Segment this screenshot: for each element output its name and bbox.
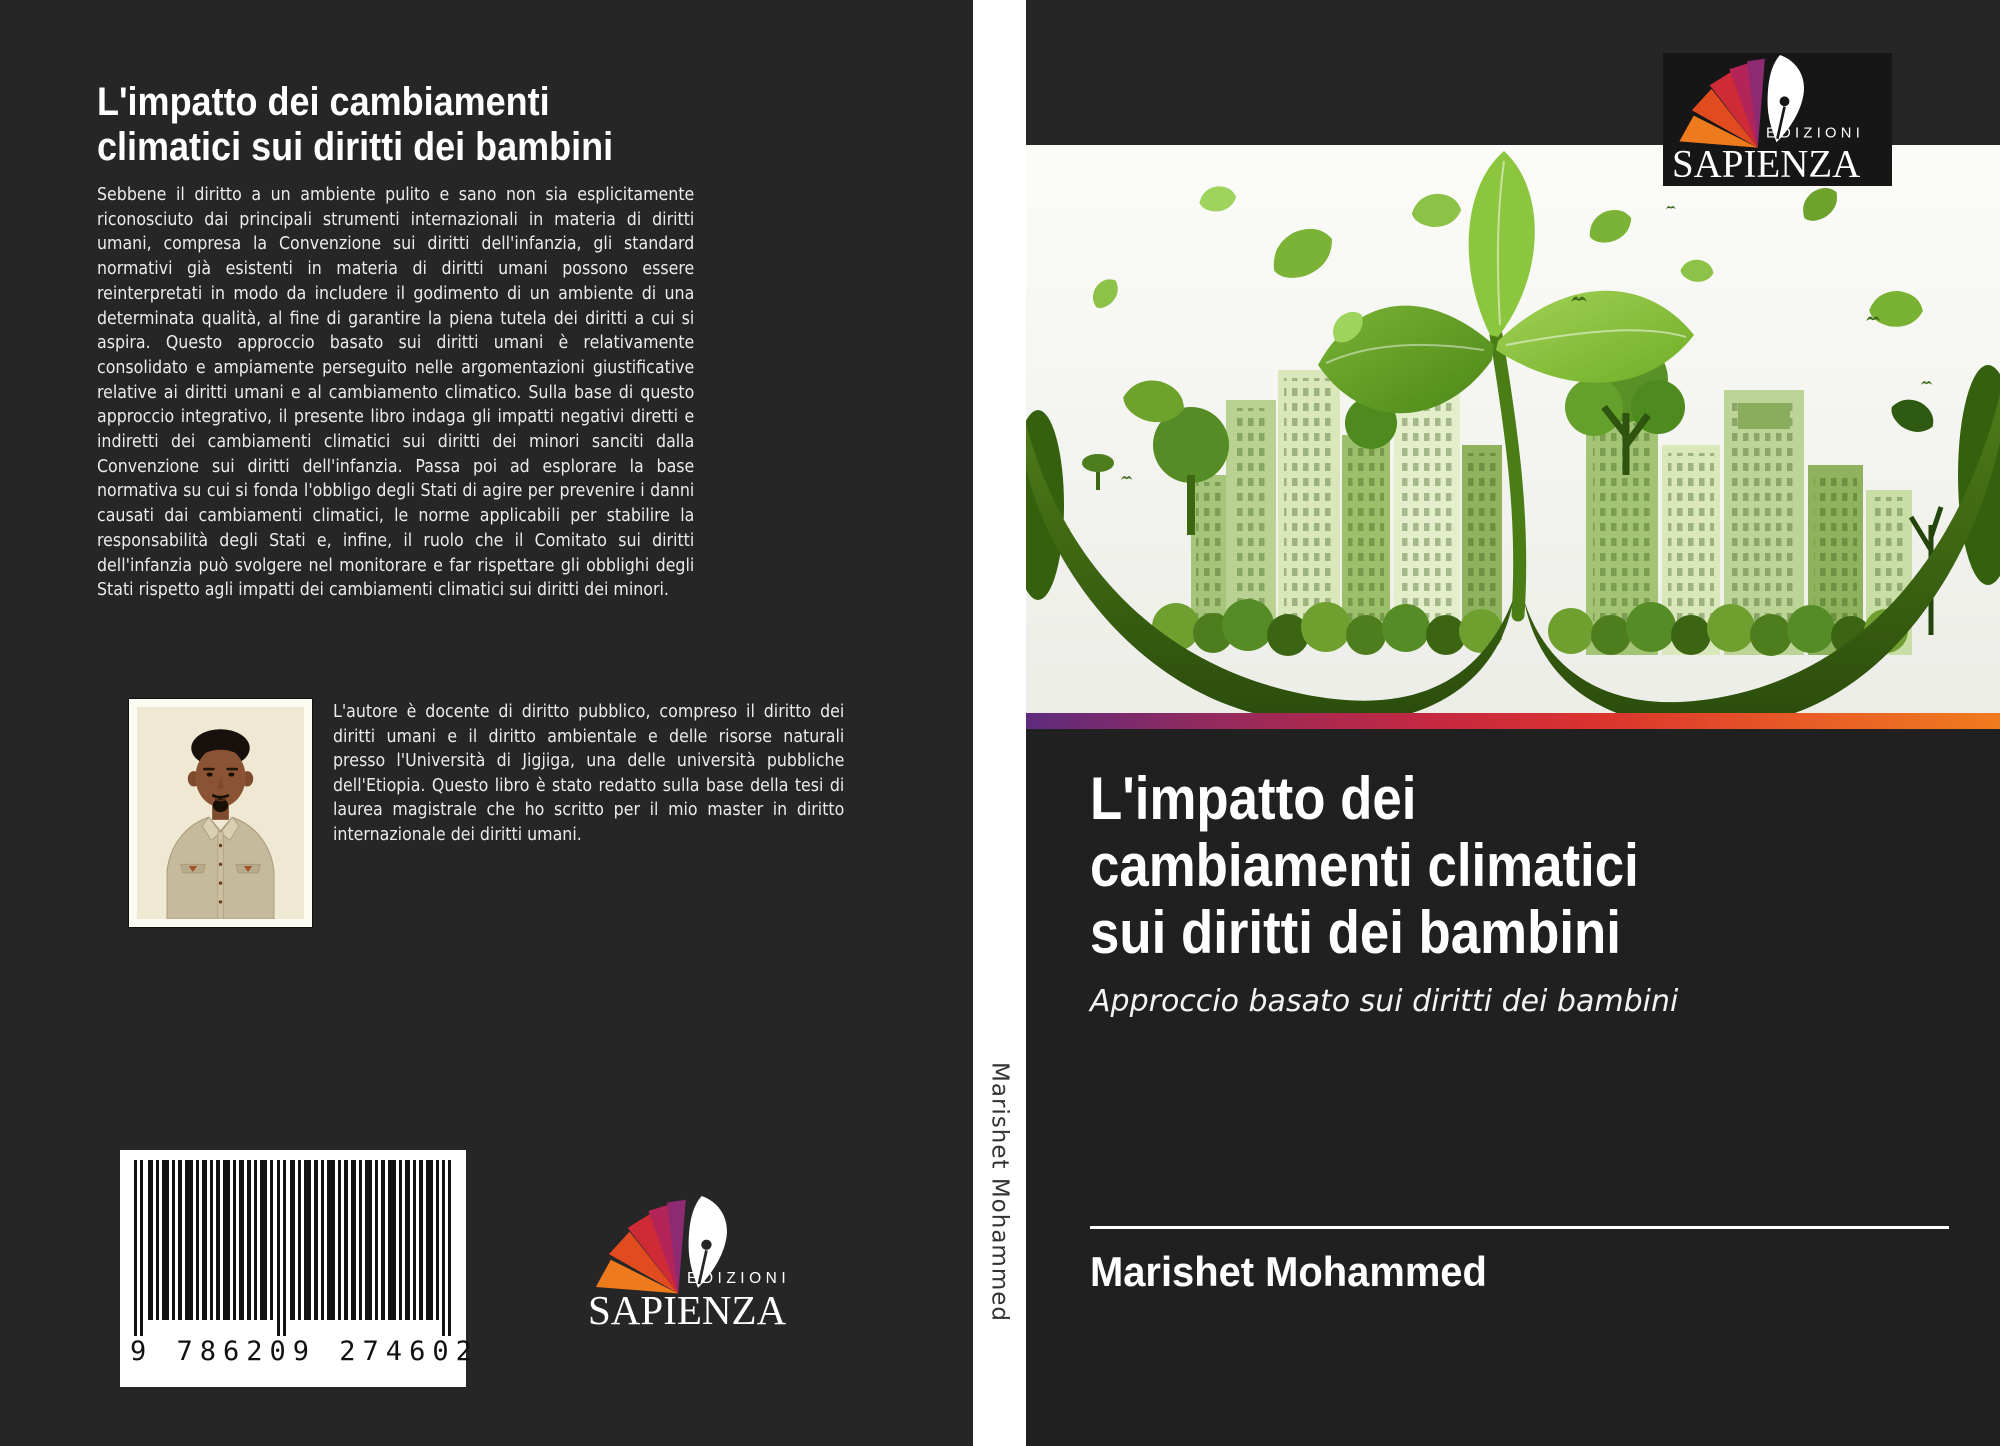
cover-illustration [1026,145,2000,713]
front-title [1090,765,1639,966]
front-cover [1026,0,2000,1446]
front-subtitle: Approccio basato sui diritti dei bambini [1090,984,1679,1019]
back-title-line-2: climatici sui diritti dei bambini [97,125,614,169]
author-bio: L'autore è docente di diritto pubblico, compreso il diritto dei diritti umani e il diritto ambientale e delle risorse naturali presso l'Università di Jigjiga, una delle università pubbliche dell'Etiopia. Questo libro è stato redatto sulla base della tesi di laurea magistrale che ho scritto per il mio master in diritto internazionale dei diritti umani. [333,702,845,845]
back-synopsis: Sebbene il diritto a un ambiente pulito e sano non sia esplicitamente riconosciuto dai principali strumenti internazionali in materia di diritti umani, compresa la Convenzione sui diritti dell'infanzia, gli standard normativi già esistenti in materia di diritti umani possono essere reinterpretati in modo da includere il godimento di un ambiente di una determinata qualità, al fine di garantire la piena tutela dei diritti a cui si aspira. Questo approccio basato sui diritti umani è relativamente consolidato e ampiamente perseguito nelle argomentazioni giustificative relative ai diritti umani e al cambiamento climatico. Sulla base di questo approccio integrativo, il presente libro indaga gli impatti negativi diretti e indiretti dei cambiamenti climatici sui diritti dei minori sanciti dalla Convenzione sui diritti dell'infanzia. Passa poi ad esplorare la base normativa su cui si fonda l'obbligo degli Stati di agire per prevenire i danni causati dai cambiamenti climatici, le norme applicabili per stabilire la responsabilità degli Stati e, infine, il ruolo che il Comitato sui diritti dell'infanzia può svolgere nel monitorare e far rispettare gli obblighi degli Stati rispetto agli impatti dei cambiamenti climatici sui diritti dei minori. [97,185,695,601]
front-title-line-1: L'impatto dei [1090,765,1417,832]
publisher-name-top: EDIZIONI [1766,125,1865,142]
spine-author: Marishet Mohammed [986,1062,1013,1322]
author-portrait [137,707,304,919]
back-cover [0,0,973,1446]
front-title-line-3: sui diritti dei bambini [1090,899,1621,966]
city-left [1153,370,1502,640]
publisher-name-top: EDIZIONI [687,1270,791,1287]
accent-stripe [1026,713,2000,729]
spine [973,0,1026,1446]
publisher-name-bottom: SAPIENZA [1672,141,1861,186]
publisher-logo [588,1196,808,1336]
publisher-name-bottom: SAPIENZA [588,1287,787,1333]
author-rule [1090,1226,1949,1229]
front-author: Marishet Mohammed [1090,1248,1487,1295]
barcode-number: 9 786209 274602 [130,1336,479,1367]
barcode [120,1150,479,1387]
publisher-logo-box [1663,53,1892,186]
front-title-line-2: cambiamenti climatici [1090,832,1639,899]
back-title [97,80,613,170]
barcode-bars-icon [120,1150,466,1340]
publisher-logo [1672,55,1881,188]
author-photo [128,698,313,928]
back-title-line-1: L'impatto dei cambiamenti [97,80,550,124]
